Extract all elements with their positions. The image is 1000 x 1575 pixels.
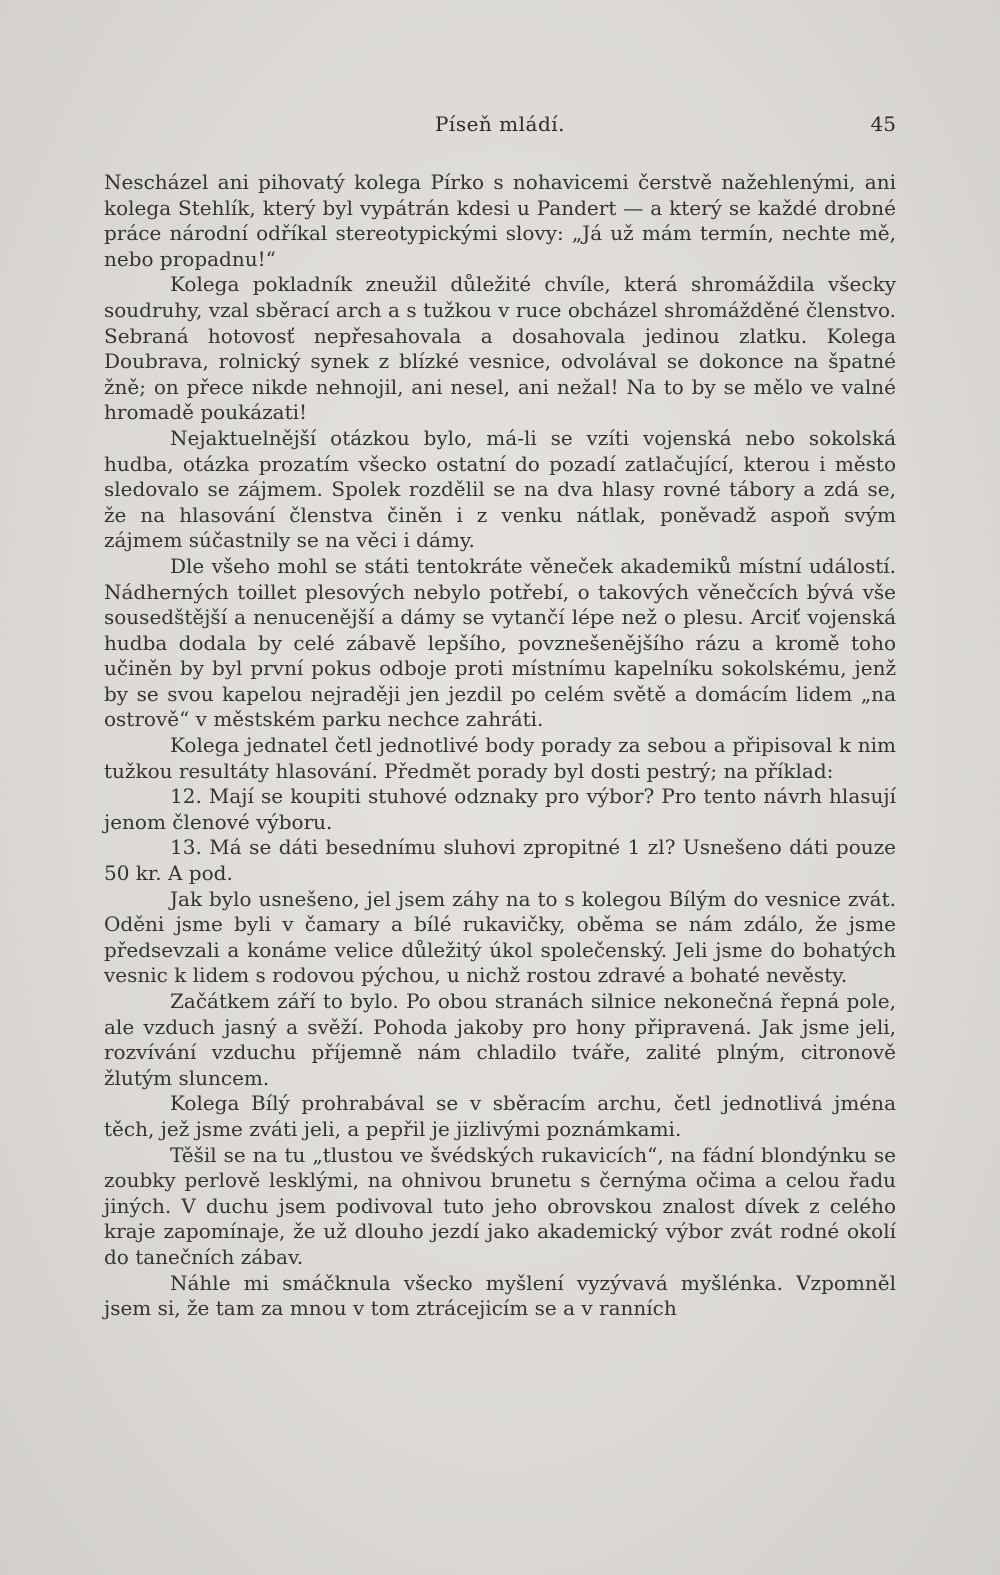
paragraph: Nescházel ani pihovatý kolega Pírko s nohavicemi čerstvě nažehlenými, ani kolega Stehlík, který byl vypátrán kdesi u Pandert — a který se každé drobné práce národní odříkal stereotypickými slovy: „Já už mám termín, nechte mě, nebo propadnu!“	[104, 170, 896, 271]
page-number: 45	[870, 112, 896, 136]
text-body	[104, 170, 896, 1322]
paragraph: Nejaktuelnější otázkou bylo, má-li se vzíti vojenská nebo sokolská hudba, otázka prozatím všecko ostatní do pozadí zatlačující, kterou i město sledovalo se zájmem. Spolek rozdělil se na dva hlasy rovné tábory a zdá se, že na hlasování členstva činěn i z venku nátlak, poněvadž aspoň svým zájmem súčastnily se na věci i dámy.	[104, 425, 896, 553]
paragraph: Jak bylo usnešeno, jel jsem záhy na to s kolegou Bílým do vesnice zvát. Oděni jsme byli v čamary a bílé rukavičky, oběma se nám zdálo, že jsme předsevzali a konáme velice důležitý úkol společenský. Jeli jsme do bohatých vesnic k lidem s rodovou pýchou, u nichž rostou zdravé a bohaté nevěsty.	[104, 886, 896, 988]
paragraph: Kolega Bílý prohrabával se v sběracím archu, četl jednotlivá jména těch, jež jsme zváti jeli, a pepřil je jizlivými poznámkami.	[104, 1091, 896, 1141]
paragraph: 12. Mají se koupiti stuhové odznaky pro výbor? Pro tento návrh hlasují jenom členové výboru.	[104, 784, 896, 834]
running-head	[104, 112, 896, 142]
running-title: Píseň mládí.	[434, 112, 566, 136]
paragraph: Začátkem září to bylo. Po obou stranách silnice nekonečná řepná pole, ale vzduch jasný a svěží. Pohoda jakoby pro hony připravená. Jak jsme jeli, rozvívání vzduchu příjemně nám chladilo tváře, zalité plným, citronově žlutým sluncem.	[104, 989, 896, 1090]
paragraph: Dle všeho mohl se státi tentokráte věneček akademiků místní událostí. Nádherných toillet plesových nebylo potřebí, o takových věnečcích bývá vše sousedštější a nenucenější a dámy se vytančí lépe než o plesu. Arciť vojenská hudba dodala by celé zábavě lepšího, povznešenějšího rázu a kromě toho učiněn by byl první pokus odboje proti místnímu kapelníku sokolskému, jenž by se svou kapelou nejraději jen jezdil po celém světě a domácím lidem „na ostrově“ v městském parku nechce zahráti.	[104, 553, 896, 732]
paragraph: Náhle mi smáčknula všecko myšlení vyzývavá myšlénka. Vzpomněl jsem si, že tam za mnou v tom ztrácejicím se a v ranních	[104, 1270, 896, 1321]
paragraph: Kolega pokladník zneužil důležité chvíle, která shromáždila všecky soudruhy, vzal sběrací arch a s tužkou v ruce obcházel shromážděné členstvo. Sebraná hotovosť nepřesahovala a dosahovala jedinou zlatku. Kolega Doubrava, rolnický synek z blízké vesnice, odvolával se dokonce na špatné žně; on přece nikde nehnojil, ani nesel, ani nežal! Na to by se mělo ve valné hromadě poukázati!	[104, 272, 896, 425]
paragraph: 13. Má se dáti besednímu sluhovi zpropitné 1 zl? Usnešeno dáti pouze 50 kr. A pod.	[104, 835, 896, 886]
paragraph: Těšil se na tu „tlustou ve švédských rukavicích“, na fádní blondýnku se zoubky perlově lesklými, na ohnivou brunetu s černýma očima a celou řadu jiných. V duchu jsem podivoval tuto jeho obrovskou znalost dívek z celého kraje zapomínaje, že už dlouho jezdí jako akademický výbor zvát rodné okolí do tanečních zábav.	[104, 1142, 896, 1269]
paragraph: Kolega jednatel četl jednotlivé body porady za sebou a připisoval k nim tužkou resultáty hlasování. Předmět porady byl dosti pestrý; na příklad:	[104, 733, 896, 783]
